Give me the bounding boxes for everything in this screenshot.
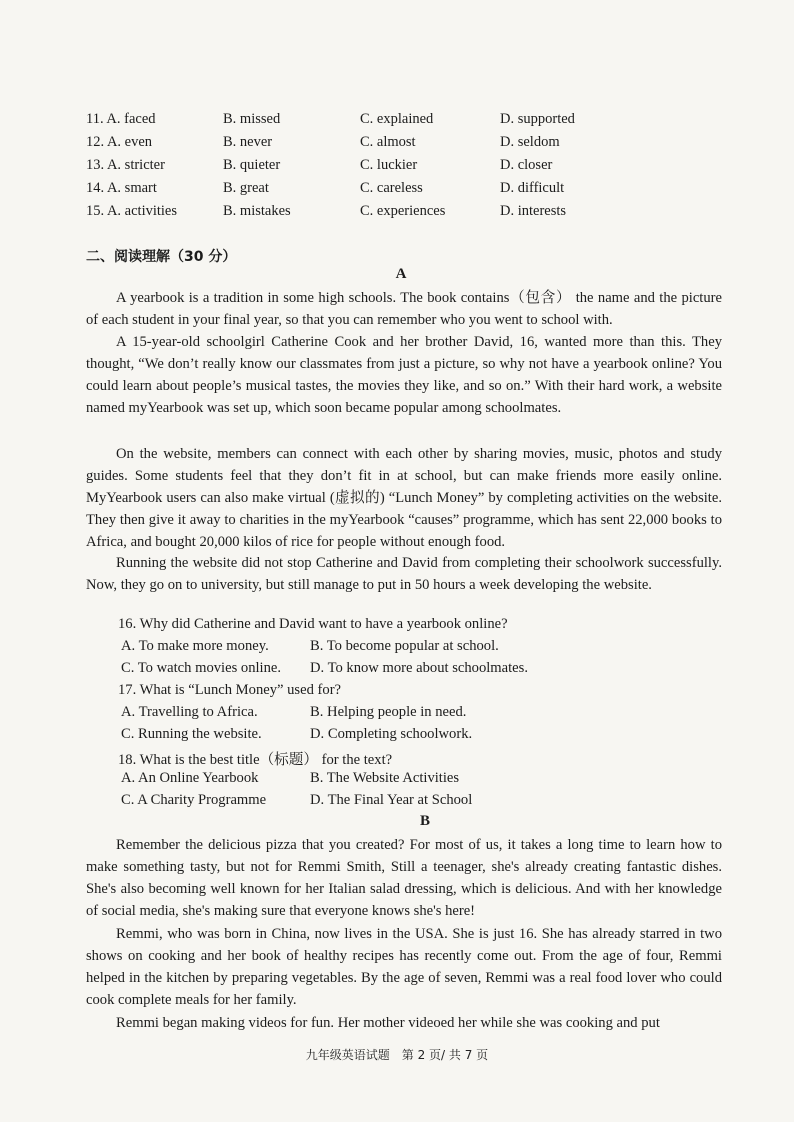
answer-option: C. A Charity Programme bbox=[121, 792, 267, 808]
answer-row bbox=[118, 660, 718, 682]
answer-option: C. Running the website. bbox=[121, 726, 262, 742]
answer-option: D. The Final Year at School bbox=[310, 792, 473, 808]
option-c: C. almost bbox=[360, 134, 416, 150]
option-b: B. great bbox=[223, 180, 269, 196]
answer-row bbox=[118, 726, 718, 748]
passage-a-questions bbox=[118, 616, 718, 814]
options-table bbox=[86, 111, 606, 226]
answer-option: D. To know more about schoolmates. bbox=[310, 660, 528, 676]
option-b: B. never bbox=[223, 134, 273, 150]
passage-a-paragraph: On the website, members can connect with each other by sharing movies, music, photos and study guides. Some students feel that they don’t fit in at school, but can make friends more easily online. MyYearbook users can also make virtual (虚拟的) “Lunch Money” by completing activities on the website. They then give it away to charities in the myYearbook “causes” programme, which has sent 22,000 books to Africa, and bought 20,000 kilos of rice for people without enough food. bbox=[86, 446, 722, 551]
option-d: D. seldom bbox=[500, 134, 560, 150]
option-d: D. difficult bbox=[500, 180, 565, 196]
option-c: C. explained bbox=[360, 111, 434, 127]
passage-a-letter: A bbox=[395, 266, 407, 282]
answer-option: A. Travelling to Africa. bbox=[121, 704, 258, 720]
option-a: 11. A. faced bbox=[86, 111, 156, 127]
page-footer: 九年级英语试题 第 2 页/ 共 7 页 bbox=[305, 1048, 489, 1062]
question-stem bbox=[118, 682, 718, 704]
option-d: D. interests bbox=[500, 203, 567, 219]
section-title: 二、阅读理解（30 分） bbox=[86, 249, 237, 265]
answer-option: A. An Online Yearbook bbox=[121, 770, 259, 786]
option-a: 14. A. smart bbox=[86, 180, 157, 196]
answer-row bbox=[118, 704, 718, 726]
option-row bbox=[86, 180, 606, 203]
option-row bbox=[86, 111, 606, 134]
answer-option: B. Helping people in need. bbox=[310, 704, 467, 720]
option-row bbox=[86, 203, 606, 226]
question-text: 18. What is the best title（标题） for the text? bbox=[118, 752, 393, 768]
answer-option: C. To watch movies online. bbox=[121, 660, 282, 676]
option-b: B. quieter bbox=[223, 157, 281, 173]
option-b: B. mistakes bbox=[223, 203, 291, 219]
option-d: D. supported bbox=[500, 111, 575, 127]
question-text: 16. Why did Catherine and David want to have a yearbook online? bbox=[118, 616, 508, 632]
answer-option: B. To become popular at school. bbox=[310, 638, 499, 654]
option-a: 13. A. stricter bbox=[86, 157, 165, 173]
passage-b-letter: B bbox=[419, 813, 430, 829]
answer-row bbox=[118, 638, 718, 660]
option-d: D. closer bbox=[500, 157, 553, 173]
option-a: 12. A. even bbox=[86, 134, 153, 150]
answer-option: A. To make more money. bbox=[121, 638, 269, 654]
option-row bbox=[86, 157, 606, 180]
answer-option: D. Completing schoolwork. bbox=[310, 726, 473, 742]
option-row bbox=[86, 134, 606, 157]
answer-row bbox=[118, 770, 718, 792]
option-c: C. luckier bbox=[360, 157, 418, 173]
option-a: 15. A. activities bbox=[86, 203, 178, 219]
answer-row bbox=[118, 792, 718, 814]
question-stem bbox=[118, 616, 718, 638]
answer-option: B. The Website Activities bbox=[310, 770, 460, 786]
question-text: 17. What is “Lunch Money” used for? bbox=[118, 682, 342, 698]
option-b: B. missed bbox=[223, 111, 281, 127]
option-c: C. experiences bbox=[360, 203, 446, 219]
passage-b-paragraph: Remmi began making videos for fun. Her mother videoed her while she was cooking and put bbox=[116, 1015, 660, 1031]
option-c: C. careless bbox=[360, 180, 423, 196]
passage-a-paragraph: Running the website did not stop Catherine and David from completing their schoolwork successfully. Now, they go on to university, but still manage to put in 50 hours a week developing the website. bbox=[86, 555, 722, 594]
passage-b-paragraph: Remmi, who was born in China, now lives in the USA. She is just 16. She has already starred in two shows on cooking and her book of healthy recipes has recently come out. From the age of four, Remmi helped in the kitchen by preparing vegetables. By the age of seven, Remmi was a real food lover who could cook complete meals for her family. bbox=[86, 926, 722, 1009]
passage-b-paragraph: Remember the delicious pizza that you created? For most of us, it takes a long time to learn how to make something tasty, but not for Remmi Smith, Still a teenager, she's already creating fantastic dishes. She's also becoming well known for her Italian salad dressing, which is delicious. And with her knowledge of social media, she's making sure that everyone knows she's here! bbox=[86, 837, 722, 920]
passage-a-paragraph: A yearbook is a tradition in some high schools. The book contains（包含） the name and the picture of each student in your final year, so that you can remember who you went to school with. bbox=[86, 290, 722, 329]
question-stem bbox=[118, 748, 718, 770]
passage-a-paragraph: A 15-year-old schoolgirl Catherine Cook and her brother David, 16, wanted more than this. They thought, “We don’t really know our classmates from just a picture, so why not have a yearbook online? You could learn about people’s musical tastes, the movies they like, and so on.” With their hard work, a website named myYearbook was set up, which soon became popular among schoolmates. bbox=[86, 334, 722, 417]
